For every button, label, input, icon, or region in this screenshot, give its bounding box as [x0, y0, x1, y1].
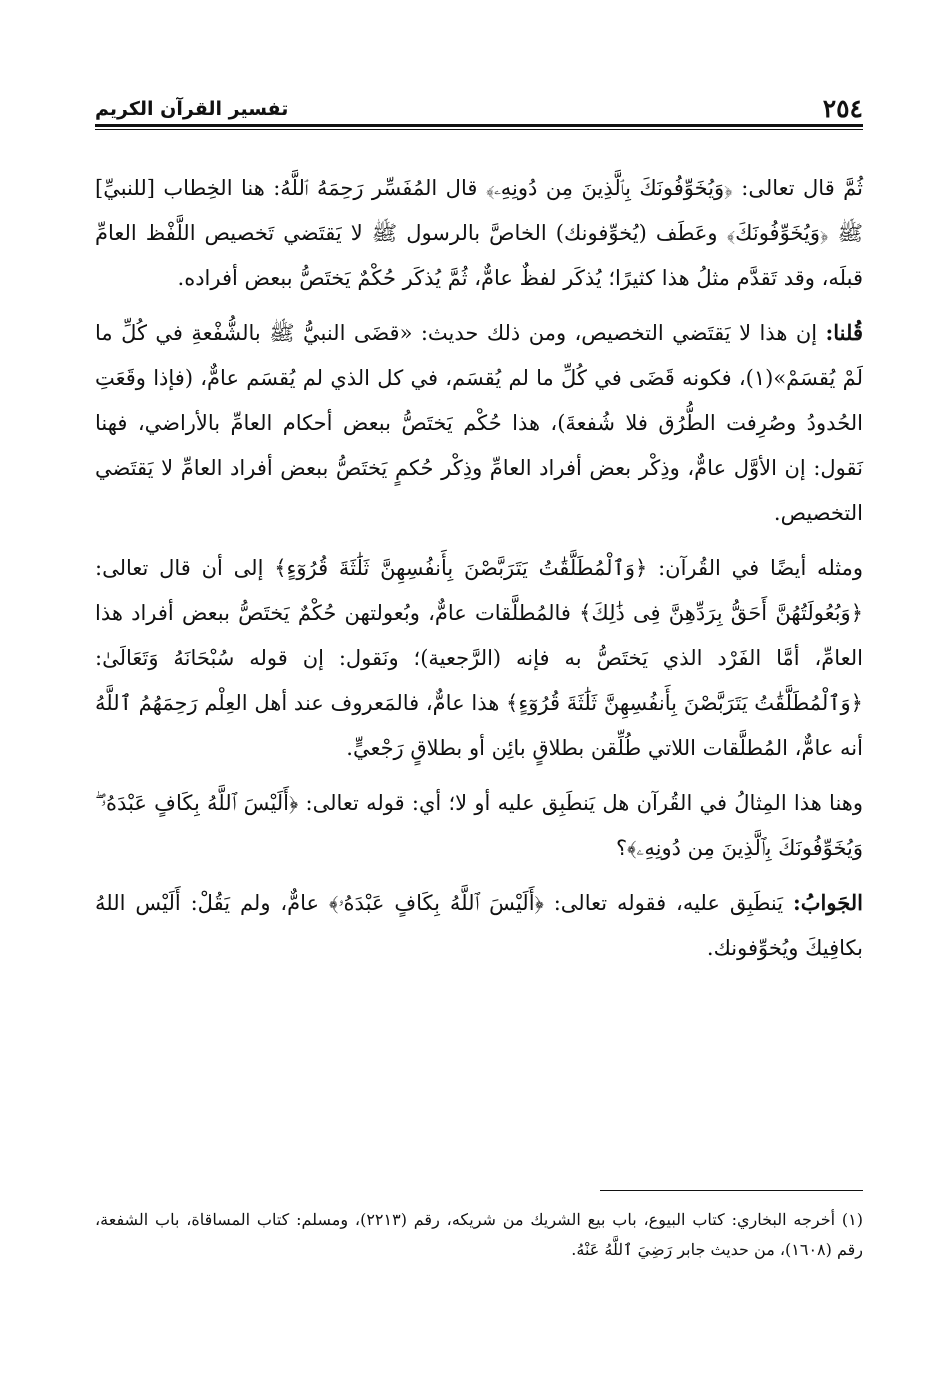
paragraph-lead: قُلنا:: [825, 320, 863, 345]
header-rule-thin: [95, 129, 863, 130]
footnote-separator: [600, 1190, 863, 1191]
paragraph-2: [95, 310, 863, 536]
paragraph-5: [95, 880, 863, 971]
body-text: [95, 165, 863, 980]
paragraph-text: وهنا هذا المِثالُ في القُرآن هل يَنطَبِق عليه أو لا؛ أي: قوله تعالى: ﴿أَلَيْسَ ٱللَّهُ بِكَافٍ عَبْدَهُۥ ۖ وَيُخَوِّفُونَكَ بِٱلَّذِينَ مِن دُونِهِۦ﴾؟: [95, 791, 863, 860]
paragraph-text: إن هذا لا يَقتَضي التخصيص، ومن ذلك حديث: «قضَى النبيُّ ﷺ بالشُّفْعةِ في كُلِّ ما لَمْ يُقسَمْ»(١)، فكونه قَضَى في كُلِّ ما لم يُقسَم، في كل الذي لم يُقسَم عامٌّ، (فإذا وقَعَتِ الحُدودُ وصُرِفت الطُّرُق فلا شُفعةَ)، هذا حُكْم يَختَصُّ ببعض أحكام العامِّ بالأراضي، فهنا نَقول: إن الأوَّل عامٌّ، وذِكْر بعض أفراد العامِّ وذِكْر حُكمٍ يَختَصُّ ببعض أفراد العامِّ لا يَقتَضي التخصيص.: [95, 321, 863, 525]
paragraph-text: ومثله أيضًا في القُرآن: ﴿وَٱلْمُطَلَّقَٰتُ يَتَرَبَّصْنَ بِأَنفُسِهِنَّ ثَلَٰثَةَ قُرُوٓءٍ﴾ إلى أن قال تعالى: ﴿وَبُعُولَتُهُنَّ أَحَقُّ بِرَدِّهِنَّ فِى ذَٰلِكَ﴾ فالمُطلَّقات عامٌّ، وبُعولتهن حُكْمٌ يَختَصُّ ببعض أفراد هذا العامِّ، أمَّا الفَرْد الذي يَختَصُّ به فإنه (الرَّجعية)؛ ونَقول: إن قوله سُبْحَانَهُ وَتَعَالَىٰ: ﴿وَٱلْمُطَلَّقَٰتُ يَتَرَبَّصْنَ بِأَنفُسِهِنَّ ثَلَٰثَةَ قُرُوٓءٍ﴾ هذا عامٌّ، فالمَعروف عند أهل العِلْم رَحِمَهُمُ ٱللَّهُ أنه عامٌّ، المُطلَّقات اللاتي طُلِّقن بطلاقٍ بائِن أو بطلاقٍ رَجْعيٍّ.: [95, 556, 863, 760]
paragraph-text: يَنطَبِق عليه، فقوله تعالى: ﴿أَلَيْسَ ٱللَّهُ بِكَافٍ عَبْدَهُۥ﴾ عامٌّ، ولم يَقُلْ: أَلَيْس اللهُ بكافِيكَ ويُخوِّفونك.: [95, 891, 863, 960]
paragraph-4: [95, 780, 863, 871]
footnote-1: (١) أخرجه البخاري: كتاب البيوع، باب بيع الشريك من شريكه، رقم (٢٢١٣)، ومسلم: كتاب المساقاة، باب الشفعة، رقم (١٦٠٨)، من حديث جابر رَضِيَ ٱللَّهُ عَنْهُ.: [95, 1210, 863, 1259]
page-header: [95, 90, 863, 124]
page-number: ٢٥٤: [822, 94, 863, 123]
footnotes: [95, 1205, 863, 1265]
running-title: تفسير القرآن الكريم: [95, 98, 289, 120]
paragraph-3: [95, 545, 863, 771]
paragraph-text: ثُمَّ قال تعالى: ﴿وَيُخَوِّفُونَكَ بِٱلَّذِينَ مِن دُونِهِۦ﴾ قال المُفَسِّر رَحِمَهُ ٱللَّهُ: هنا الخِطاب [للنبيِّ] ﷺ ﴿وَيُخَوِّفُونَكَ﴾ وعَطَف (يُخوِّفونك) الخاصَّ بالرسول ﷺ لا يَقتَضي تَخصيص اللَّفْظ العامِّ قبلَه، وقد تَقدَّم مثلُ هذا كثيرًا؛ يُذكَر لفظٌ عامٌّ، ثُمَّ يُذكَر حُكْمٌ يَختَصُّ ببعض أفراده.: [95, 176, 863, 290]
paragraph-1: [95, 165, 863, 301]
header-rule: [95, 124, 863, 127]
paragraph-lead: الجَوابُ:: [793, 890, 863, 915]
